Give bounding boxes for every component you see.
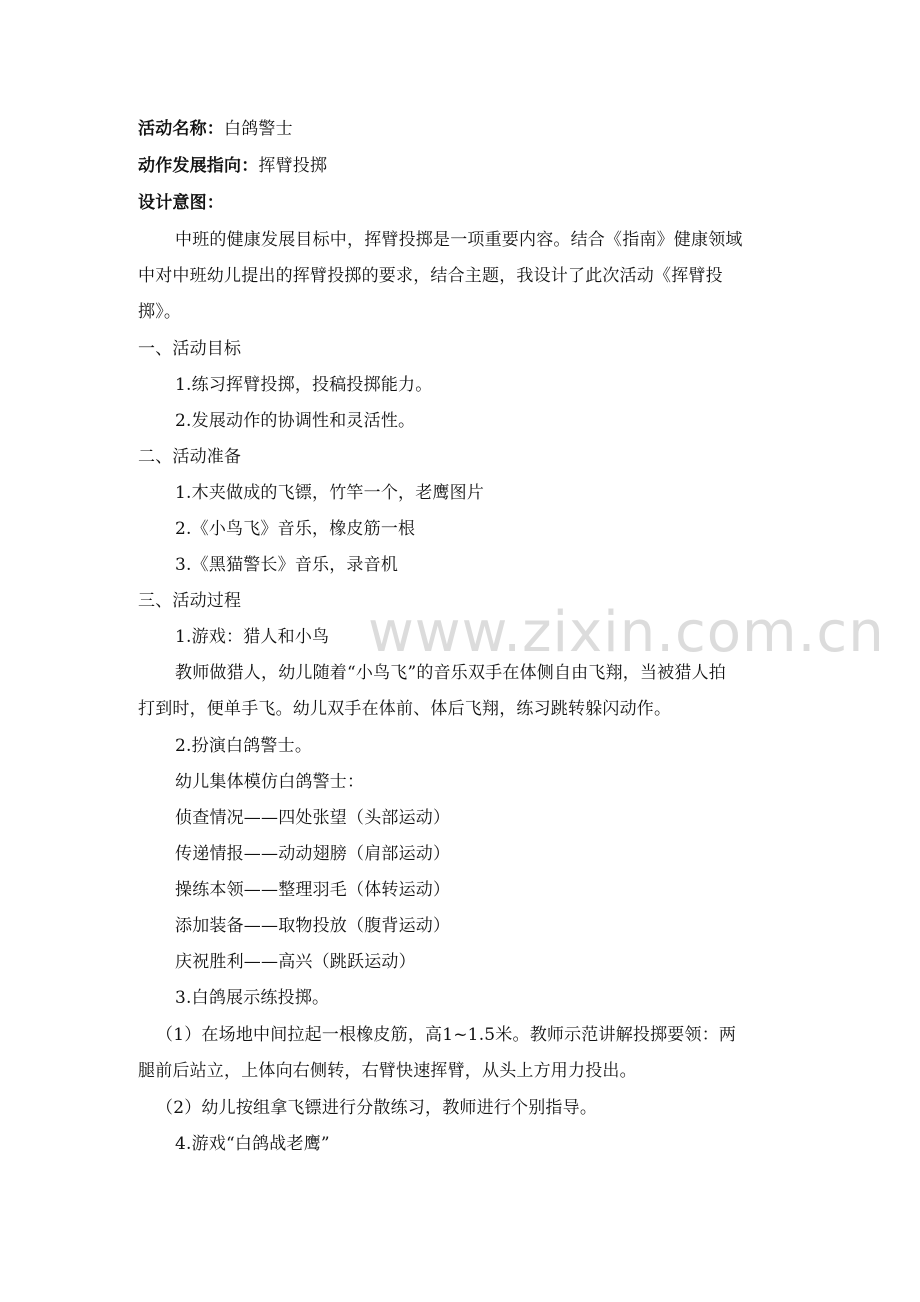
intent-paragraph-line-1: 中班的健康发展目标中，挥臂投掷是一项重要内容。结合《指南》健康领域 (175, 230, 743, 250)
direction-line (138, 154, 327, 178)
step3-paragraph1-line-2: 腿前后站立，上体向右侧转，右臂快速挥臂，从头上方用力投出。 (138, 1061, 637, 1081)
step1-paragraph-line-1: 教师做猎人，幼儿随着“小鸟飞”的音乐双手在体侧自由飞翔，当被猎人拍 (175, 663, 726, 683)
step2-move-item: 侦查情况——四处张望（头部运动） (175, 808, 451, 828)
section3-title: 三、活动过程 (138, 591, 242, 611)
direction-label: 动作发展指向： (138, 156, 259, 176)
activity-name-value: 白鸽警士 (224, 119, 293, 139)
activity-name-line (138, 117, 293, 141)
activity-name-label: 活动名称： (138, 119, 224, 139)
step3-paragraph2: （2）幼儿按组拿飞镖进行分散练习，教师进行个别指导。 (156, 1098, 598, 1118)
step2-move-item: 添加装备——取物投放（腹背运动） (175, 916, 451, 936)
section2-item: 3.《黑猫警长》音乐，录音机 (175, 555, 399, 575)
intent-paragraph-line-2: 中对中班幼儿提出的挥臂投掷的要求，结合主题，我设计了此次活动《挥臂投 (138, 266, 723, 286)
step3-paragraph1-line-1: （1）在场地中间拉起一根橡皮筋，高1~1.5米。教师示范讲解投掷要领：两 (156, 1025, 737, 1045)
watermark: www.zixin.com.cn (368, 600, 885, 665)
step2-move-item: 庆祝胜利——高兴（跳跃运动） (175, 952, 416, 972)
intent-paragraph-line-3: 掷》。 (138, 302, 182, 322)
step1-paragraph-line-2: 打到时，便单手飞。幼儿双手在体前、体后飞翔，练习跳转躲闪动作。 (138, 699, 672, 719)
design-intent-label: 设计意图： (138, 193, 224, 213)
step1-title: 1.游戏：猎人和小鸟 (175, 627, 330, 647)
step4-title: 4.游戏“白鸽战老鹰” (175, 1134, 330, 1154)
step3-title: 3.白鸽展示练投掷。 (175, 988, 330, 1008)
step2-intro: 幼儿集体模仿白鸽警士： (175, 772, 365, 792)
step2-move-item: 传递情报——动动翅膀（肩部运动） (175, 844, 451, 864)
section2-title: 二、活动准备 (138, 447, 242, 467)
section1-title: 一、活动目标 (138, 339, 242, 359)
section1-item: 2.发展动作的协调性和灵活性。 (175, 411, 416, 431)
step2-move-item: 操练本领——整理羽毛（体转运动） (175, 880, 451, 900)
section2-item: 1.木夹做成的飞镖，竹竿一个，老鹰图片 (175, 483, 485, 503)
design-intent-heading (138, 191, 224, 215)
step2-title: 2.扮演白鸽警士。 (175, 736, 313, 756)
section2-item: 2.《小鸟飞》音乐，橡皮筋一根 (175, 519, 416, 539)
direction-value: 挥臂投掷 (258, 156, 328, 176)
section1-item: 1.练习挥臂投掷，投稿投掷能力。 (175, 375, 433, 395)
